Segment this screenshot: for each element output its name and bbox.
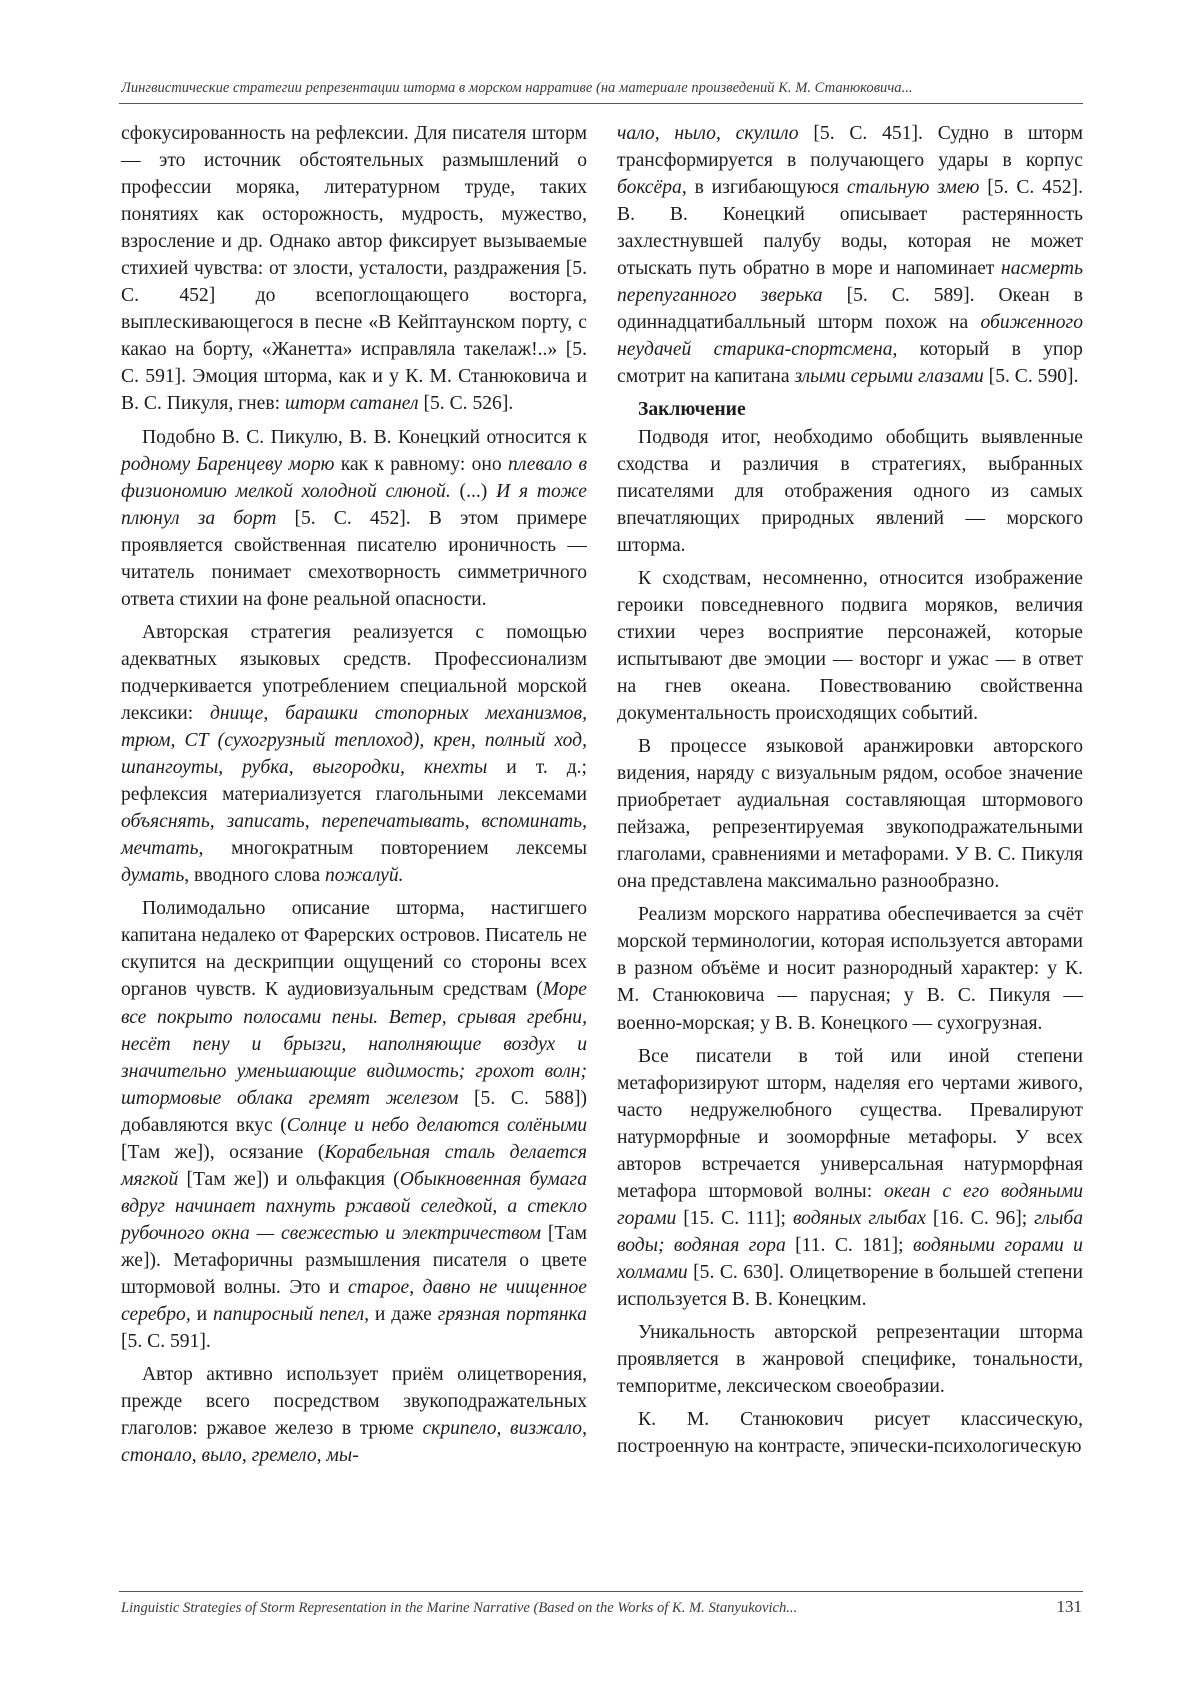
text-run: и: [190, 1304, 213, 1326]
text-run: Полимодально описание шторма, настигшего капитана недалеко от Фарерских островов. Писатель не скупится на дескрипции ощущений со стороны всех органов чувств. К аудиовизуальным средствам (: [121, 898, 587, 1001]
italic-quote: Солнце и небо делаются солёными: [286, 1114, 587, 1136]
text-run: [5. С. 451]. Судно в шторм трансформируется в получающего удары в корпус: [617, 123, 1083, 172]
italic-quote: Обыкновенная бумага вдруг начинает пахнуть ржавой селедкой, а стекло рубочного окна — свежестью и электричеством: [121, 1168, 587, 1244]
text-run: [Там же]) и ольфакция (: [178, 1168, 400, 1190]
italic-quote: чало, ныло, скулило: [617, 123, 799, 144]
paragraph: [121, 120, 587, 418]
italic-quote: думать: [121, 865, 185, 887]
paragraph: [121, 1361, 587, 1469]
text-run: [5. С. 452]. В. В. Конецкий описывает растерянность захлестнувшей палубу воды, которая не может отыскать путь обратно в море и напоминает: [617, 177, 1083, 280]
text-run: [5. С. 452]. В этом примере проявляется свойственная писателю ироничность — читатель понимает смехотворность симметричного ответа стихии на фоне реальной опасности.: [121, 507, 587, 610]
italic-quote: насмерть перепуганного зверька: [617, 258, 1083, 307]
right-column: [617, 120, 1083, 1466]
text-run: , в изгибающуюся: [681, 177, 847, 199]
text-run: [15. С. 111];: [676, 1207, 793, 1229]
text-run: Реализм морского нарратива обеспечивается за счёт морской терминологии, которая используется авторами в разном объёме и носит разнородный характер: у К. М. Станюковича — парусная; у В. С. Пикуля — военно-морская; у В. В. Конецкого — сухогрузная.: [617, 904, 1083, 1034]
italic-quote: глыба воды; водяная гора: [617, 1207, 1084, 1256]
italic-quote: океан с его водяными горами: [617, 1180, 1083, 1229]
paragraph: [617, 733, 1083, 895]
text-run: Уникальность авторской репрезентации шторма проявляется в жанровой специфике, тональности, темпоритме, лексическом своеобразии.: [617, 1322, 1083, 1398]
italic-quote: плевало в физиономию мелкой холодной слюной.: [121, 453, 587, 502]
text-run: Автор активно использует приём олицетворения, прежде всего посредством звукоподражательных глаголов: ржавое железо в трюме: [121, 1364, 587, 1440]
paragraph: [617, 1043, 1083, 1313]
text-run: [Там же]). Метафоричны размышления писателя о цвете штормовой волны. Это и: [121, 1222, 588, 1298]
page-number: 131: [1056, 1597, 1082, 1616]
paragraph: [121, 895, 587, 1355]
text-run: сфокусированность на рефлексии. Для писателя шторм — это источник обстоятельных размышлений о профессии моряка, литературном труде, таких понятиях как осторожность, мудрость, мужество, взросление и др. Однако автор фиксирует вызываемые стихией чувства: от злости, усталости, раздражения [5. С. 452] до всепоглощающего восторга, выплескивающегося в песне «В Кейптаунском порту, с какао на борту, «Жанетта» исправляла такелаж!..» [5. С. 591]. Эмоция шторма, как и у К. М. Станюковича и В. С. Пикуля, гнев:: [121, 123, 587, 415]
text-run: [5. С. 590].: [983, 366, 1079, 388]
italic-quote: родному Баренцеву морю: [121, 453, 335, 475]
text-run: Подводя итог, необходимо обобщить выявленные сходства и различия в стратегиях, выбранных писателями для отображения одного из самых впечатляющих природных явлений — морского шторма.: [617, 426, 1083, 556]
text-run: Авторская стратегия реализуется с помощью адекватных языковых средств. Профессионализм подчеркивается употреблением специальной морской лексики:: [121, 621, 587, 724]
text-run: как к равному: оно: [334, 453, 508, 475]
italic-quote: скрипело, визжало, стонало, выло, гремело, мы-: [121, 1418, 587, 1467]
paragraph: [617, 901, 1083, 1036]
text-run: [5. С. 588]) добавляются вкус (: [121, 1087, 587, 1136]
italic-quote: злыми серыми глазами: [794, 366, 984, 388]
text-run: (...): [450, 480, 497, 502]
text-run: Подобно В. С. Пикулю, В. В. Конецкий относится к: [142, 426, 587, 448]
italic-quote: водяными горами и холмами: [617, 1234, 1083, 1283]
text-run: многократным повторением лексемы: [203, 838, 587, 860]
text-run: Заключение: [638, 399, 746, 421]
italic-quote: И я тоже плюнул за борт: [121, 480, 587, 529]
italic-quote: водяных глыбах: [792, 1207, 926, 1229]
text-run: К. М. Станюкович рисует классическую, построенную на контрасте, эпически-психологическую: [617, 1409, 1083, 1458]
italic-quote: папиросный пепел,: [212, 1304, 370, 1326]
paragraph: [617, 1319, 1083, 1400]
italic-quote: Корабельная сталь делается мягкой: [121, 1141, 587, 1190]
text-run: , вводного слова: [184, 865, 325, 887]
italic-quote: объяснять, записать, перепечатывать, вспоминать, мечтать,: [121, 811, 587, 860]
running-header: Лингвистические стратегии репрезентации шторма в морском нарративе (на материале произведений К. М. Станюковича...: [121, 80, 913, 96]
text-run: [5. С. 526].: [418, 393, 514, 415]
text-run: Все писатели в той или иной степени метафоризируют шторм, наделяя его чертами живого, часто недружелюбного существа. Превалируют натурморфные и зооморфные метафоры. У всех авторов встречается универсальная натурморфная метафора штормовой волны:: [617, 1045, 1083, 1202]
italic-quote: стальную змею: [846, 177, 980, 199]
text-run: К сходствам, несомненно, относится изображение героики повседневного подвига моряков, величия стихии через восприятие персонажей, которые испытывают две эмоции — восторг и ужас — в ответ на гнев океана. Повествованию свойственна документальность происходящих событий.: [617, 567, 1083, 724]
italic-quote: шторм сатанел: [284, 393, 419, 415]
text-run: [Там же]), осязание (: [121, 1141, 325, 1163]
section-heading: [617, 396, 1083, 423]
italic-quote: боксёра: [617, 177, 682, 199]
paragraph: [121, 619, 587, 889]
text-run: и т. д.; рефлексия материализуется глагольными лексемами: [121, 757, 588, 806]
paragraph: [617, 565, 1083, 727]
header-rule: [119, 103, 1083, 104]
text-run: и даже: [369, 1304, 438, 1326]
paragraph: [617, 120, 1083, 390]
italic-quote: днище, барашки стопорных механизмов, трюм, СТ (сухогрузный теплоход), крен, полный ход, шпангоуты, рубка, выгородки, кнехты: [121, 702, 587, 779]
footer-rule: [119, 1591, 1083, 1592]
italic-quote: Море все покрыто полосами пены. Ветер, срывая гребни, несёт пену и брызги, наполняющие воздух и значительно уменьшающие видимость; грохот волн; штормовые облака гремят железом: [121, 979, 587, 1109]
italic-quote: обиженного неудачей старика-спортсмена: [617, 312, 1083, 361]
text-run: В процессе языковой аранжировки авторского видения, наряду с визуальным рядом, особое значение приобретает аудиальная составляющая штормового пейзажа, репрезентируемая звукоподражательными глаголами, сравнениями и метафорами. У В. С. Пикуля она представлена максимально разнообразно.: [617, 736, 1083, 893]
italic-quote: грязная портянка: [437, 1304, 587, 1326]
text-run: [5. С. 630]. Олицетворение в большей степени используется В. В. Конецким.: [617, 1261, 1083, 1310]
paragraph: [617, 424, 1083, 559]
footer-english-title: Linguistic Strategies of Storm Representation in the Marine Narrative (Based on the Works of K. M. Stanyukovich...: [121, 1600, 798, 1616]
italic-quote: старое, давно не чищенное серебро,: [121, 1276, 587, 1326]
paragraph: [617, 1406, 1083, 1460]
text-run: [16. С. 96];: [925, 1207, 1035, 1229]
text-run: [5. С. 591].: [121, 1331, 211, 1353]
left-column: [121, 120, 587, 1475]
italic-quote: пожалуй.: [325, 865, 404, 887]
text-run: [11. С. 181];: [785, 1234, 913, 1256]
text-run: [5. С. 589]. Океан в одиннадцатибалльный шторм похож на: [617, 285, 1083, 334]
text-run: , который в упор смотрит на капитана: [617, 339, 1083, 388]
paragraph: [121, 424, 587, 613]
